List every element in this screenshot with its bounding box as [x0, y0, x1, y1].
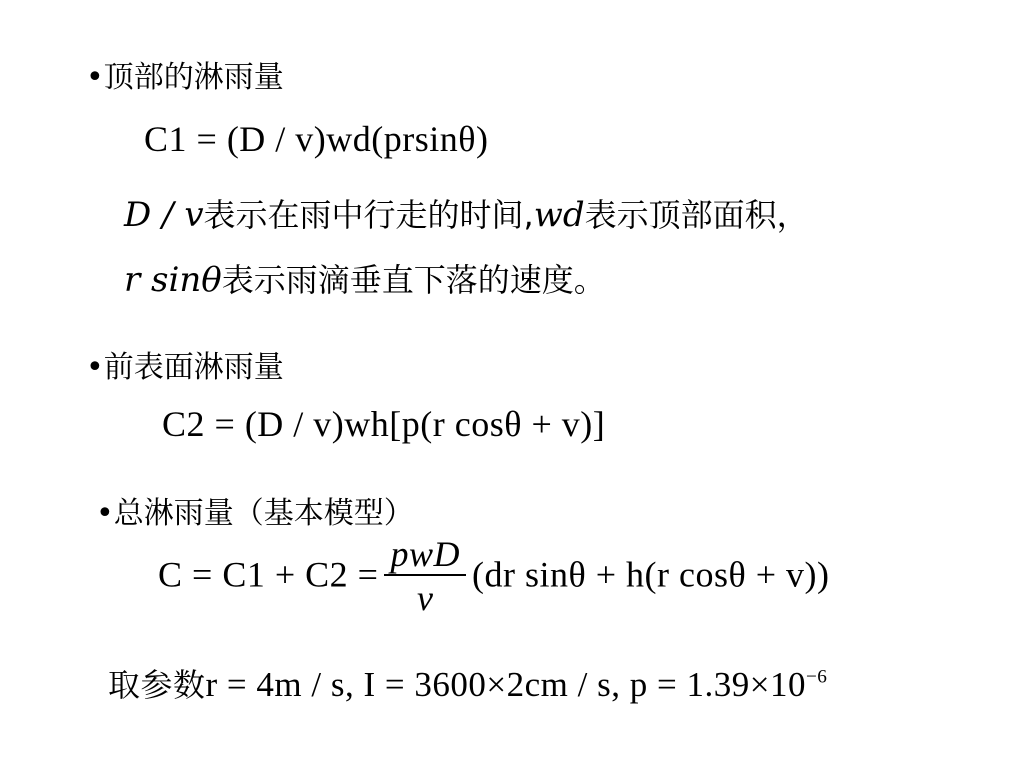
heading-front-rain — [86, 342, 284, 386]
bullet: • — [96, 496, 114, 531]
heading-text: 总淋雨量（基本模型） — [113, 496, 414, 531]
var-d-over-v: D / v — [124, 195, 204, 235]
formula-c1 — [144, 118, 489, 160]
desc-text-2: 表示顶部面积， — [584, 196, 809, 234]
formula-total-left: C = C1 + C2 = — [158, 554, 379, 595]
fraction-denominator: v — [416, 577, 434, 618]
desc-text-1: 表示在雨中行走的时间, — [203, 196, 534, 234]
desc-text-3: 表示雨滴垂直下落的速度。 — [221, 261, 606, 299]
var-rsin: r sinθ — [124, 260, 222, 300]
formula-total-right: (dr sinθ + h(r cosθ + v)) — [471, 554, 830, 595]
heading-text: 前表面淋雨量 — [103, 350, 284, 385]
heading-total-rain — [96, 488, 414, 532]
formula-c1-text: C1 = (D / v)wd(prsinθ) — [144, 119, 489, 159]
parameters-label: 取参数 — [108, 666, 206, 704]
description-line-1 — [124, 190, 809, 236]
parameters-formula: r = 4m / s, I = 3600×2cm / s, p = 1.39×10 — [205, 665, 806, 704]
heading-text: 顶部的淋雨量 — [103, 60, 284, 95]
formula-c2 — [162, 403, 605, 445]
heading-top-rain — [86, 52, 284, 96]
parameters-exponent: −6 — [805, 666, 828, 688]
parameters-line — [108, 660, 827, 706]
var-wd: wd — [533, 195, 585, 235]
formula-total — [158, 536, 830, 621]
fraction — [384, 536, 466, 621]
bullet: • — [86, 60, 104, 95]
fraction-numerator: pwD — [384, 536, 466, 576]
formula-c2-text: C2 = (D / v)wh[p(r cosθ + v)] — [162, 404, 606, 444]
description-line-2 — [124, 255, 606, 301]
bullet: • — [86, 350, 104, 385]
